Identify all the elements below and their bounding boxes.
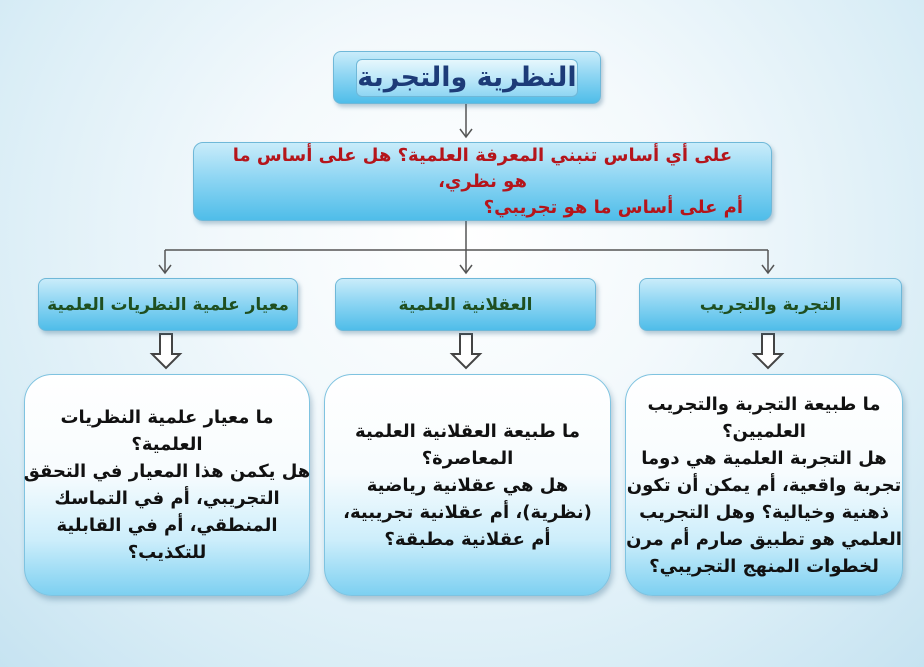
detail-line: هل يكمن هذا المعيار في التحقق: [23, 461, 311, 482]
arrow-down-icon: [152, 334, 180, 368]
category-experiment: التجربة والتجريب: [639, 278, 902, 331]
main-question-box: [193, 142, 772, 221]
title-box: [333, 51, 601, 104]
question-line-1: على أي أساس تنبني المعرفة العلمية؟ هل على أساس ما هو نظري،: [232, 144, 733, 192]
detail-line: العلميين؟: [722, 420, 806, 442]
arrow-down-icon: [452, 334, 480, 368]
detail-line: ما معيار علمية النظريات: [60, 407, 274, 428]
detail-line: هل هي عقلانية رياضية: [366, 474, 569, 496]
detail-line: التجريبي، أم في التماسك: [54, 488, 280, 509]
detail-box-experiment: [625, 374, 903, 596]
detail-line: أم عقلانية مطبقة؟: [384, 528, 551, 550]
detail-line: ما طبيعة العقلانية العلمية: [355, 420, 580, 442]
question-line-2: أم على أساس ما هو تجريبي؟: [483, 196, 743, 218]
detail-line: ذهنية وخيالية؟ وهل التجريب: [639, 501, 889, 523]
detail-line: المنطقي، أم في القابلية: [56, 515, 278, 536]
detail-box-scientificity-criterion: [24, 374, 310, 596]
detail-line: تجربة واقعية، أم يمكن أن تكون: [626, 474, 902, 496]
detail-line: المعاصرة؟: [421, 447, 514, 469]
detail-line: لخطوات المنهج التجريبي؟: [649, 555, 879, 577]
detail-line: العلمي هو تطبيق صارم أم مرن: [626, 528, 902, 550]
detail-line: العلمية؟: [131, 434, 203, 455]
detail-line: ما طبيعة التجربة والتجريب: [647, 393, 881, 415]
detail-line: للتكذيب؟: [127, 542, 207, 563]
detail-line: هل التجربة العلمية هي دوما: [641, 447, 887, 469]
detail-line: (نظرية)، أم عقلانية تجريبية،: [343, 501, 592, 523]
category-scientificity-criterion: معيار علمية النظريات العلمية: [38, 278, 298, 331]
diagram-title: النظرية والتجربة: [356, 59, 578, 97]
category-rationalism: العقلانية العلمية: [335, 278, 596, 331]
detail-box-rationalism: [324, 374, 611, 596]
arrow-down-icon: [754, 334, 782, 368]
